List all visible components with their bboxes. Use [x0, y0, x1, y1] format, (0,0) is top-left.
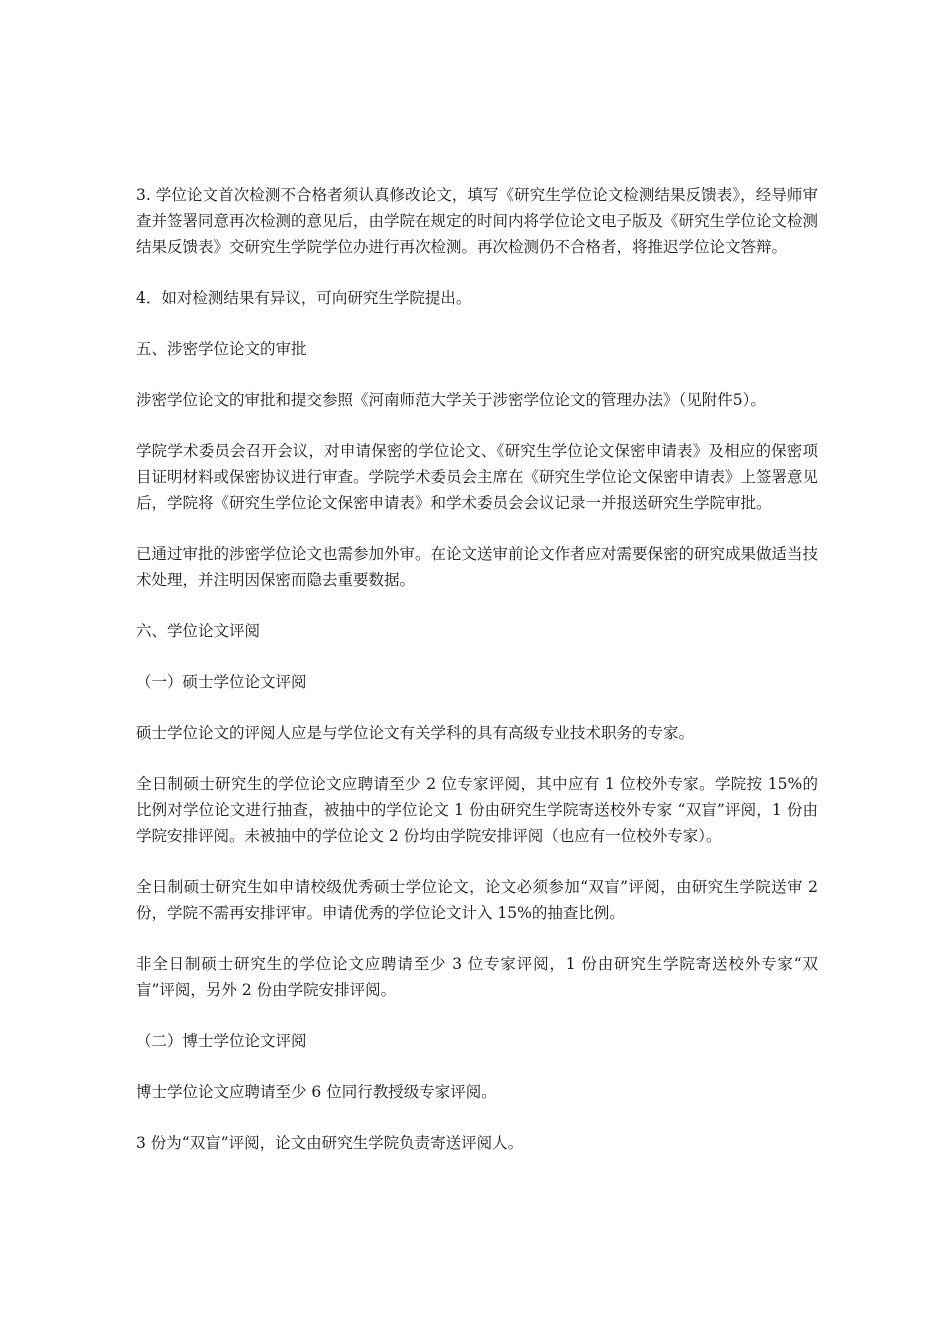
subsection-heading-doctoral-review: （二）博士学位论文评阅	[136, 1032, 307, 1050]
subsection-heading-master-review: （一）硕士学位论文评阅	[136, 673, 307, 691]
paragraph-excellent-thesis: 全日制硕士研究生如申请校级优秀硕士学位论文，论文必须参加“双盲”评阅，由研究生学院送审 2 份，学院不需再安排评审。申请优秀的学位论文计入 15%的抽查比例。	[136, 878, 818, 922]
paragraph-classified-reference: 涉密学位论文的审批和提交参照《河南师范大学关于涉密学位论文的管理办法》（见附件5）。	[136, 391, 766, 409]
section-heading-thesis-review: 六、学位论文评阅	[136, 622, 261, 640]
paragraph-objection: 4．如对检测结果有异议，可向研究生学院提出。	[136, 289, 472, 307]
paragraph-parttime-master: 非全日制硕士研究生的学位论文应聘请至少 3 位专家评阅，1 份由研究生学院寄送校外专家“双盲”评阅，另外 2 份由学院安排评阅。	[136, 955, 818, 999]
paragraph-doctoral-reviewers: 博士学位论文应聘请至少 6 位同行教授级专家评阅。	[136, 1083, 497, 1101]
document-body	[136, 182, 818, 1181]
paragraph-committee-review: 学院学术委员会召开会议，对申请保密的学位论文、《研究生学位论文保密申请表》及相应的保密项目证明材料或保密协议进行审查。学院学术委员会主席在《研究生学位论文保密申请表》上签署意见后，学院将《研究生学位论文保密申请表》和学术委员会会议记录一并报送研究生学院审批。	[136, 442, 819, 512]
paragraph-fulltime-master: 全日制硕士研究生的学位论文应聘请至少 2 位专家评阅，其中应有 1 位校外专家。学院按 15%的比例对学位论文进行抽查，被抽中的学位论文 1 份由研究生学院寄送校外专家 “双盲”评阅，1 份由学院安排评阅。未被抽中的学位论文 2 份均由学院安排评阅（也应有一位校外专家）。	[136, 775, 818, 845]
section-heading-classified-approval: 五、涉密学位论文的审批	[136, 340, 307, 358]
paragraph-double-blind: 3 份为“双盲”评阅，论文由研究生学院负责寄送评阅人。	[136, 1134, 524, 1152]
paragraph-master-reviewer: 硕士学位论文的评阅人应是与学位论文有关学科的具有高级专业技术职务的专家。	[136, 724, 695, 742]
paragraph-recheck-procedure: 3. 学位论文首次检测不合格者须认真修改论文，填写《研究生学位论文检测结果反馈表》，经导师审查并签署同意再次检测的意见后，由学院在规定的时间内将学位论文电子版及《研究生学位论文检测结果反馈表》交研究生学院学位办进行再次检测。再次检测仍不合格者，将推迟学位论文答辩。	[136, 186, 819, 256]
paragraph-external-review: 已通过审批的涉密学位论文也需参加外审。在论文送审前论文作者应对需要保密的研究成果做适当技术处理，并注明因保密而隐去重要数据。	[136, 545, 819, 589]
